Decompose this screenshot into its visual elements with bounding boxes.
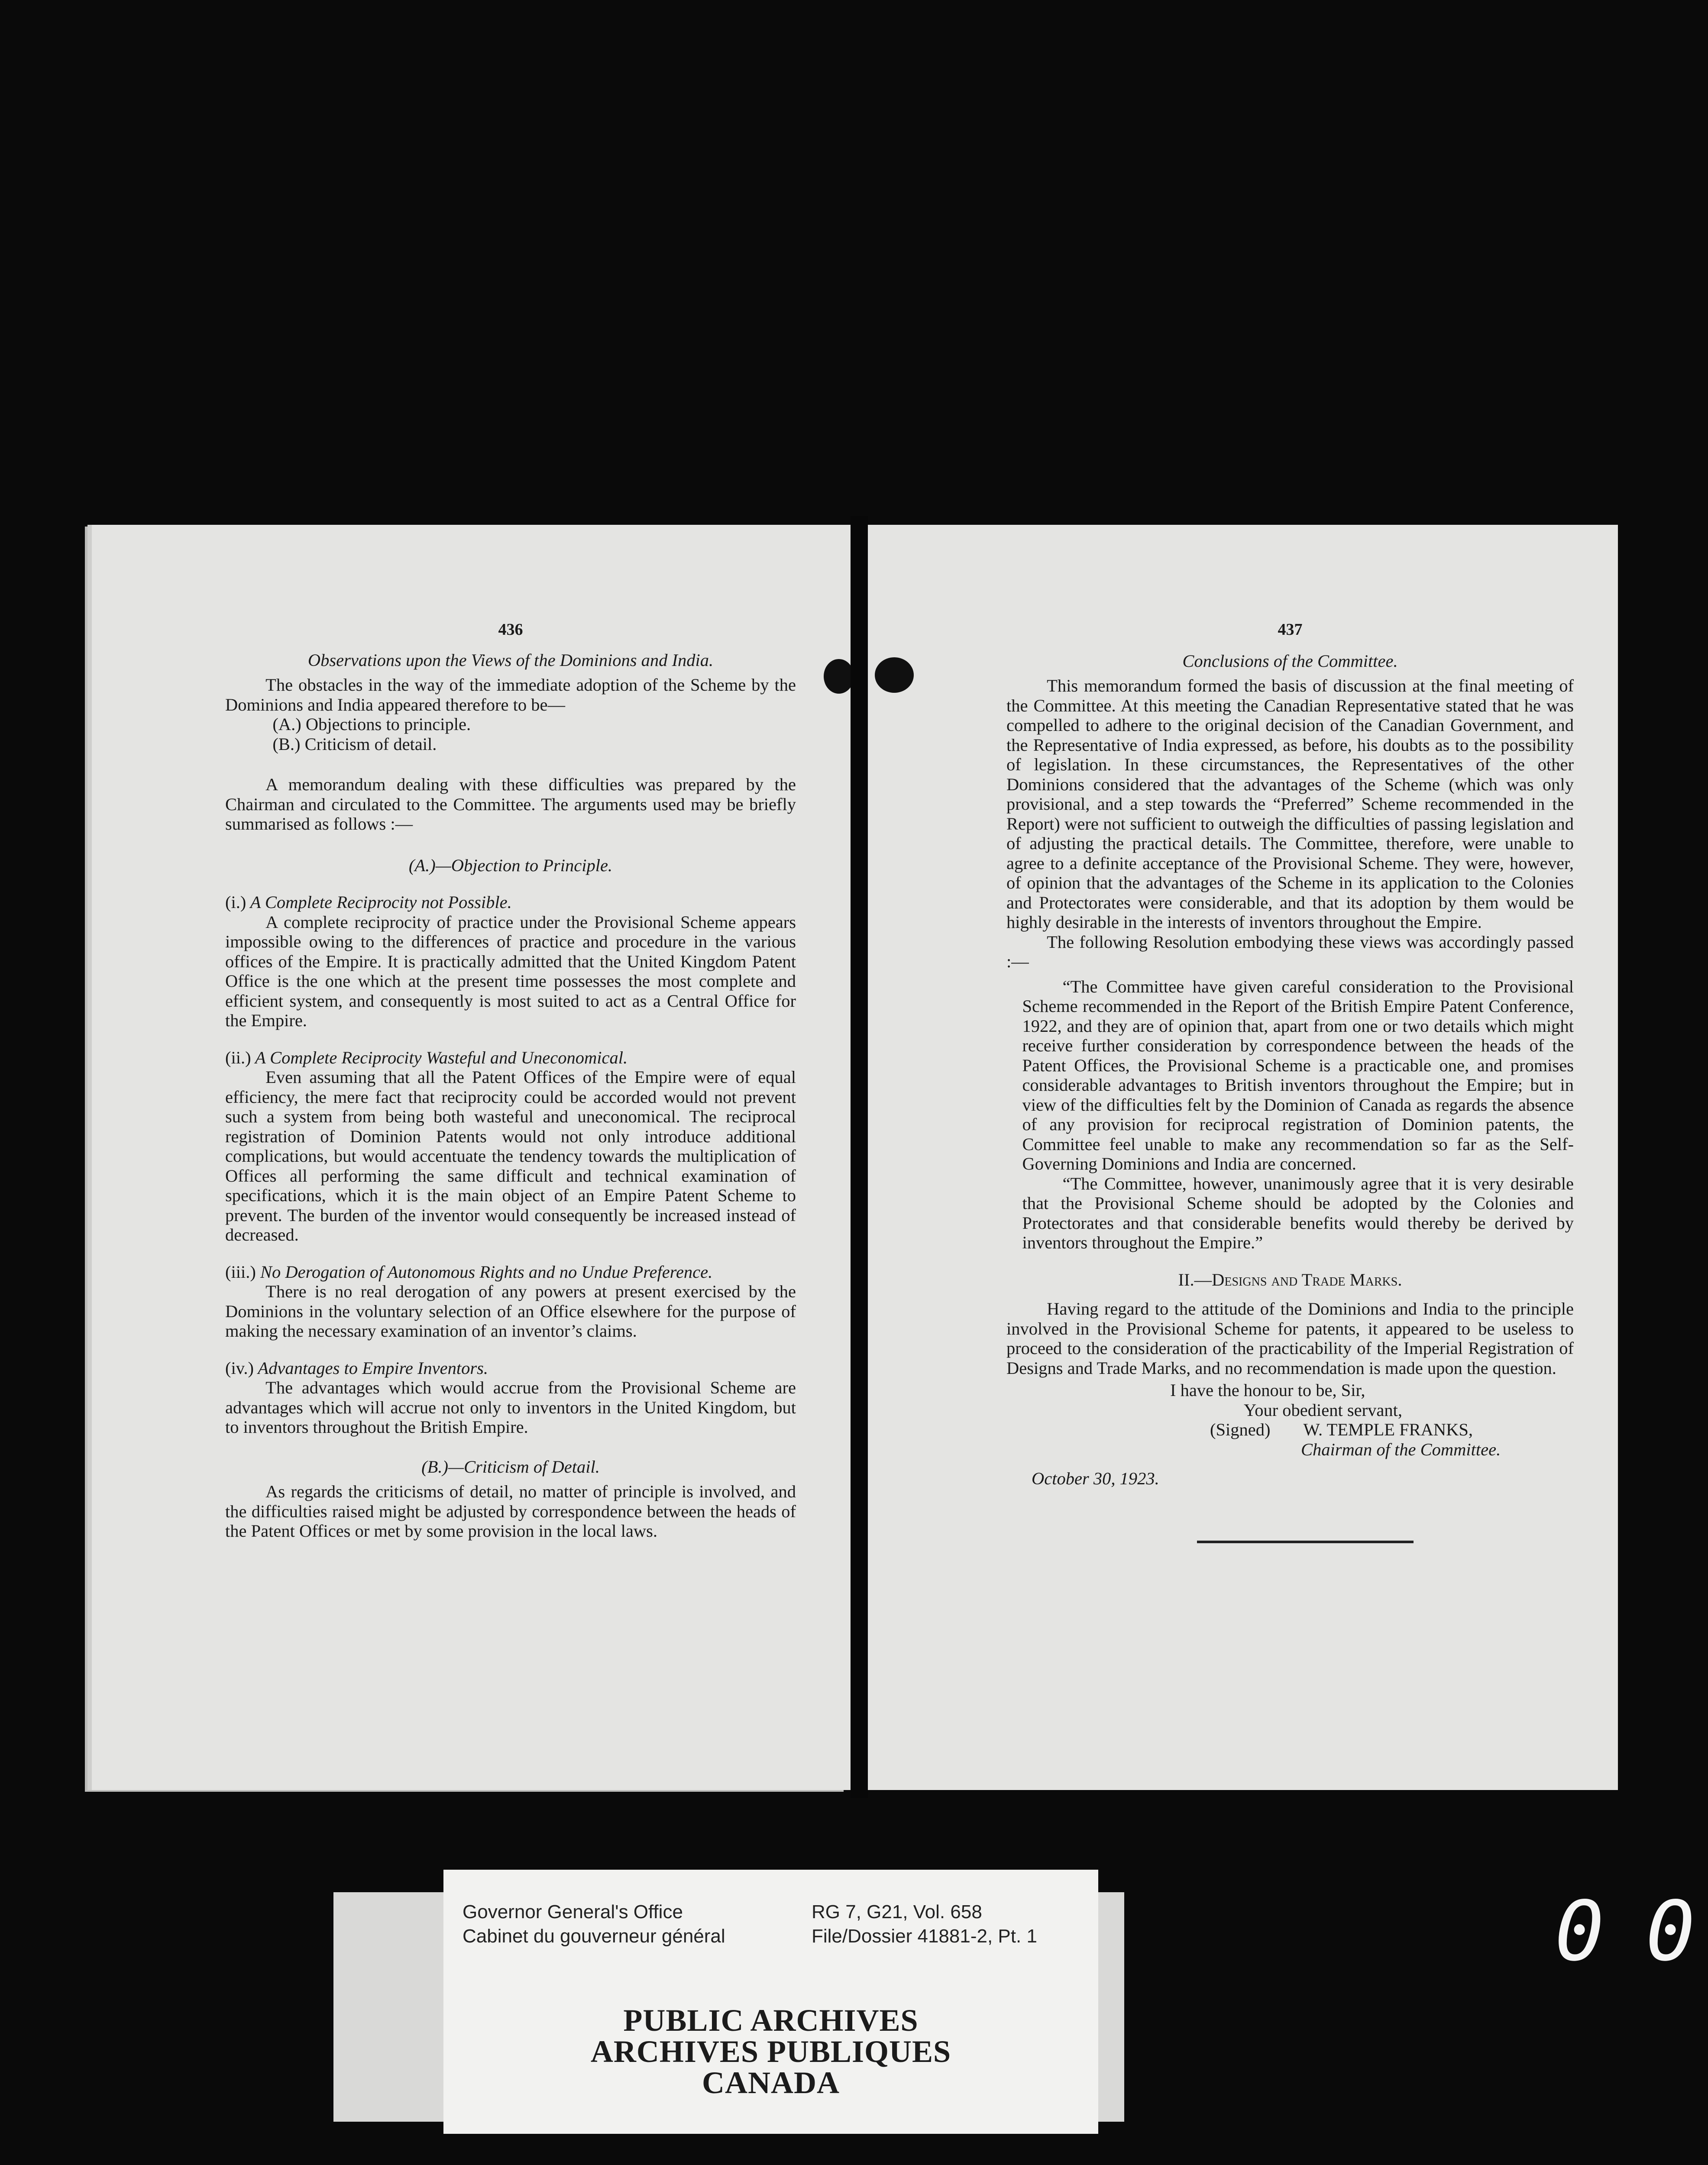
punch-hole — [875, 657, 914, 693]
resolution-quote — [1006, 977, 1574, 1253]
file-number: File/Dossier 41881-2, Pt. 1 — [812, 1926, 1037, 1947]
right-page — [868, 525, 1618, 1790]
paragraph: The advantages which would accrue from the Provisional Scheme are advantages which will accrue not only to inventors in the United Kingdom, but to inventors throughout the British Empire. — [225, 1378, 796, 1437]
left-page — [92, 525, 851, 1790]
section-heading: II.—Designs and Trade Marks. — [1178, 1270, 1402, 1289]
paragraph: The obstacles in the way of the immediate adoption of the Scheme by the Dominions and India appeared therefore to be— — [225, 675, 796, 714]
signatory-title: Chairman of the Committee. — [1301, 1439, 1501, 1459]
section-heading: Observations upon the Views of the Dominions and India. — [307, 650, 714, 670]
paragraph: The following Resolution embodying these views was accordingly passed :— — [1006, 932, 1574, 971]
right-page-content — [1006, 620, 1574, 1543]
paragraph: A memorandum dealing with these difficulties was prepared by the Chairman and circulated to the Committee. The arguments used may be briefly summarised as follows :— — [225, 775, 796, 834]
quote-paragraph: “The Committee, however, unanimously agree that it is very desirable that the Provisional Scheme should be adopted by the Colonies and Protectorates and that considerable benefits would thereby be derived by inventors throughout the Empire.” — [1022, 1173, 1574, 1252]
signoff-block — [1006, 1380, 1574, 1489]
open-book — [85, 525, 1618, 1790]
stamp-line: ARCHIVES PUBLIQUES — [590, 2034, 951, 2069]
office-french: Cabinet du gouverneur général — [463, 1926, 725, 1947]
page-number: 437 — [1278, 620, 1303, 639]
date-line: October 30, 1923. — [1032, 1469, 1159, 1488]
archive-reference — [812, 1900, 1037, 1948]
item-heading: (i.) A Complete Reciprocity not Possible. — [225, 892, 512, 912]
office-english: Governor General's Office — [463, 1901, 683, 1923]
left-page-content — [225, 620, 796, 1541]
list-item: (B.) Criticism of detail. — [272, 734, 437, 754]
item-heading: (iii.) No Derogation of Autonomous Rights and no Undue Preference. — [225, 1262, 713, 1282]
subsection-heading: (B.)—Criticism of Detail. — [421, 1457, 600, 1477]
reel-mark: 0 — [1555, 1884, 1604, 1979]
objection-list — [272, 714, 796, 754]
quote-paragraph: “The Committee have given careful consideration to the Provisional Scheme recommended in the Report of the British Empire Patent Conference, 1922, and they are of opinion that, apart from one or two details which might receive further consideration by correspondence between the heads of the Patent Offices, the Provisional Scheme is a practicable one, and promises considerable advantages to British inventors throughout the Empire; but in view of the difficulties felt by the Dominion of Canada as regards the absence of any provision for reciprocal registration of Dominion patents, the Committee feel unable to make any recommendation so far as the Self-Governing Dominions and India are concerned. — [1022, 976, 1574, 1173]
paragraph: This memorandum formed the basis of discussion at the final meeting of the Committee. At this meeting the Canadian Representative stated that he was compelled to adhere to the original decision of the Canadian Government, and the Representative of India expressed, as before, his doubts as to the possibility of legislation. In these circumstances, the Representatives of the other Dominions considered that the advantages of the Scheme (which was only provisional, and a step towards the “Preferred” Scheme recommended in the Report) were not sufficient to outweigh the difficulties of passing legislation and of adjusting the practical details. The Committee, therefore, were unable to agree to a definite acceptance of the Provisional Scheme. They were, however, of opinion that the advantages of the Scheme in its application to the Colonies and Protectorates were considerable, and that its adoption by them would be highly desirable in the interests of inventors throughout the Empire. — [1006, 676, 1574, 932]
paragraph: There is no real derogation of any powers at present exercised by the Dominions in the voluntary selection of an Office elsewhere for the purpose of making the necessary examination of an inventor’s claims. — [225, 1282, 796, 1341]
paragraph: As regards the criticisms of detail, no matter of principle is involved, and the difficulties raised might be adjusted by correspondence between the heads of the Patent Offices or met by some provision in the local laws. — [225, 1482, 796, 1541]
end-rule — [1197, 1541, 1414, 1543]
closing-line: Your obedient servant, — [1244, 1400, 1402, 1420]
record-group: RG 7, G21, Vol. 658 — [812, 1901, 982, 1923]
signature-line: (Signed) W. TEMPLE FRANKS, — [1210, 1420, 1473, 1439]
item-heading: (ii.) A Complete Reciprocity Wasteful and Uneconomical. — [225, 1047, 628, 1067]
closing-line: I have the honour to be, Sir, — [1170, 1380, 1365, 1400]
archive-office — [463, 1900, 725, 1948]
stamp-line: PUBLIC ARCHIVES — [623, 2003, 919, 2038]
paragraph: Having regard to the attitude of the Dominions and India to the principle involved in the Provisional Scheme for patents, it appeared to be useless to proceed to the consideration of the practicability of the Imperial Registration of Designs and Trade Marks, and no recommendation is made upon the question. — [1006, 1299, 1574, 1378]
subsection-heading: (A.)—Objection to Principle. — [408, 855, 613, 875]
archives-stamp — [520, 2005, 1022, 2098]
page-number: 436 — [498, 620, 523, 639]
section-heading: Conclusions of the Committee. — [1182, 651, 1398, 671]
paragraph: Even assuming that all the Patent Offices of the Empire were of equal efficiency, the mere fact that reciprocity could be accorded would not prevent such a system from being both wasteful and uneconomical. The reciprocal registration of Dominion Patents would not only introduce additional complications, but would accentuate the tendency towards the multiplication of Offices all performing the same difficult and technical examination of specifications, which it is the main object of an Empire Patent Scheme to prevent. The burden of the inventor would consequently be increased instead of decreased. — [225, 1067, 796, 1244]
paragraph: A complete reciprocity of practice under the Provisional Scheme appears impossible owing to the differences of practice and procedure in the various offices of the Empire. It is practically admitted that the United Kingdom Patent Office is the one which at the present time possesses the most complete and efficient system, and consequently is most suited to act as a Central Office for the Empire. — [225, 912, 796, 1030]
item-heading: (iv.) Advantages to Empire Inventors. — [225, 1358, 488, 1378]
punch-hole — [824, 659, 854, 694]
reel-mark: 0 — [1646, 1884, 1695, 1979]
book-gutter — [851, 516, 868, 1798]
list-item: (A.) Objections to principle. — [272, 714, 471, 734]
stamp-line: CANADA — [702, 2065, 840, 2100]
